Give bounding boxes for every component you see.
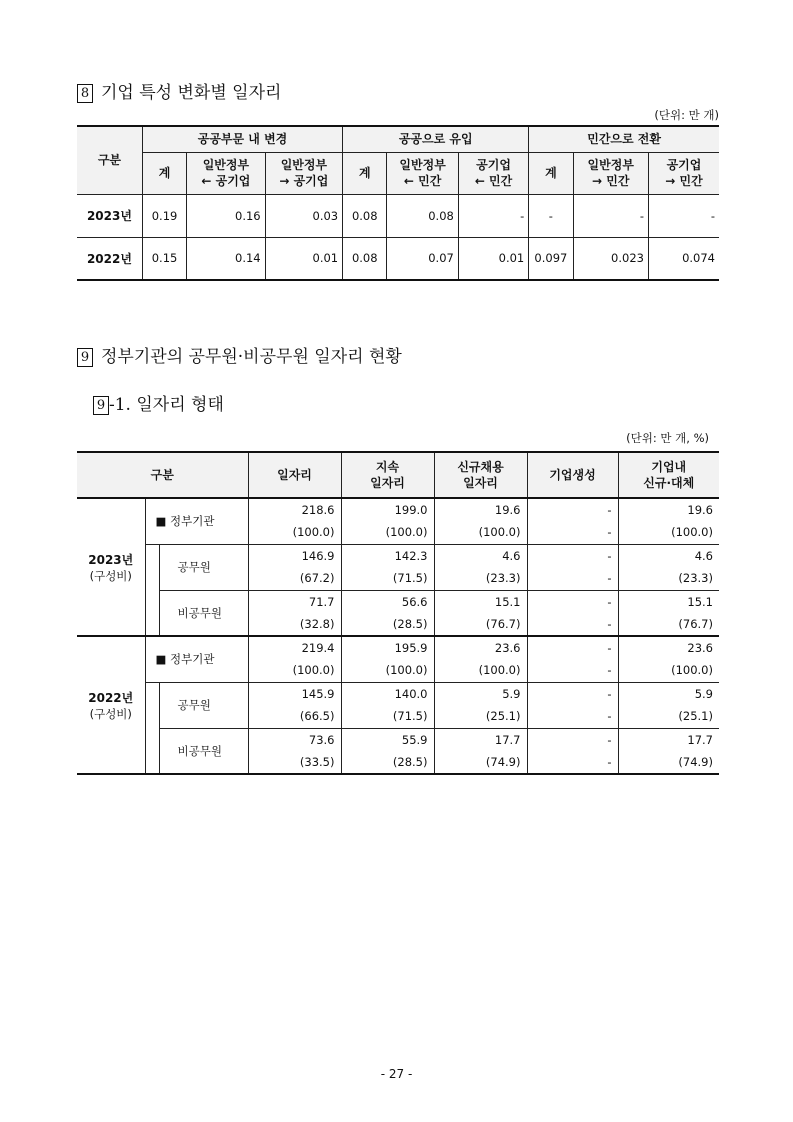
section9-number: 9	[77, 348, 93, 367]
table-row-2022	[77, 237, 719, 280]
cell: 19.6	[434, 498, 527, 521]
cell: 23.6	[434, 636, 527, 659]
cell: 71.7	[248, 590, 341, 613]
table-row	[77, 682, 719, 705]
cell: (100.0)	[341, 659, 434, 682]
cell: 145.9	[248, 682, 341, 705]
cell: (100.0)	[434, 521, 527, 544]
header-gov-from-enterprise: 일반정부 ← 공기업	[187, 152, 265, 194]
section9-1-number: 9	[93, 396, 109, 415]
cell: 218.6	[248, 498, 341, 521]
cell: (76.7)	[618, 613, 719, 636]
cell: 17.7	[618, 728, 719, 751]
job-type-table	[77, 451, 719, 775]
cell: -	[527, 498, 618, 521]
row-label-civil-servant: 공무원	[159, 682, 248, 728]
section8-unit: (단위: 만 개)	[654, 108, 719, 122]
cell: (66.5)	[248, 705, 341, 728]
header-gubun: 구분	[77, 126, 142, 194]
cell: 0.023	[573, 237, 648, 280]
cell: 0.07	[387, 237, 458, 280]
cell: -	[458, 194, 528, 237]
cell: (25.1)	[434, 705, 527, 728]
cell: -	[527, 567, 618, 590]
cell: -	[573, 194, 648, 237]
cell: -	[527, 590, 618, 613]
cell: (25.1)	[618, 705, 719, 728]
section9-1-title: -1. 일자리 형태	[109, 395, 224, 415]
cell: 0.16	[187, 194, 265, 237]
cell: -	[527, 728, 618, 751]
header-enterprise-from-private: 공기업 ← 민간	[458, 152, 528, 194]
cell: (100.0)	[618, 521, 719, 544]
cell: 73.6	[248, 728, 341, 751]
cell: 0.097	[529, 237, 573, 280]
cell: 5.9	[434, 682, 527, 705]
header-new-hire-jobs: 신규채용 일자리	[434, 452, 527, 498]
cell: 199.0	[341, 498, 434, 521]
indent-spacer	[145, 682, 159, 774]
cell: 55.9	[341, 728, 434, 751]
header-gov-to-enterprise: 일반정부 → 공기업	[265, 152, 343, 194]
cell: (100.0)	[341, 521, 434, 544]
cell: (28.5)	[341, 613, 434, 636]
header-enterprise-creation: 기업생성	[527, 452, 618, 498]
cell: 0.19	[142, 194, 186, 237]
section9-1-heading	[93, 390, 224, 415]
cell: -	[529, 194, 573, 237]
row-label-civil-servant: 공무원	[159, 544, 248, 590]
row-label-non-civil-servant: 비공무원	[159, 728, 248, 774]
cell: (100.0)	[248, 521, 341, 544]
cell: -	[648, 194, 719, 237]
cell: 19.6	[618, 498, 719, 521]
cell: 146.9	[248, 544, 341, 567]
table-row	[77, 728, 719, 751]
header-into-public: 공공으로 유입	[343, 126, 529, 152]
cell: 17.7	[434, 728, 527, 751]
cell: 5.9	[618, 682, 719, 705]
row-year: 2023년	[77, 194, 142, 237]
cell: 195.9	[341, 636, 434, 659]
cell: (28.5)	[341, 751, 434, 774]
cell: 0.08	[387, 194, 458, 237]
cell: 0.03	[265, 194, 343, 237]
section9-title: 정부기관의 공무원·비공무원 일자리 현황	[101, 347, 402, 367]
table-row	[77, 636, 719, 659]
page-number: - 27 -	[380, 1067, 413, 1081]
cell: -	[527, 544, 618, 567]
cell: 0.01	[458, 237, 528, 280]
header-continuing-jobs: 지속 일자리	[341, 452, 434, 498]
cell: 0.01	[265, 237, 343, 280]
row-label-gov-agency: ■ 정부기관	[145, 498, 248, 544]
cell: -	[527, 705, 618, 728]
cell: -	[527, 613, 618, 636]
cell: 0.074	[648, 237, 719, 280]
cell: (23.3)	[434, 567, 527, 590]
header-total-2: 계	[343, 152, 387, 194]
cell: -	[527, 751, 618, 774]
cell: 0.14	[187, 237, 265, 280]
header-gov-from-private: 일반정부 ← 민간	[387, 152, 458, 194]
cell: (100.0)	[248, 659, 341, 682]
cell: 140.0	[341, 682, 434, 705]
header-enterprise-to-private: 공기업 → 민간	[648, 152, 719, 194]
header-gubun: 구분	[77, 452, 248, 498]
cell: 4.6	[434, 544, 527, 567]
cell: (23.3)	[618, 567, 719, 590]
header-total-3: 계	[529, 152, 573, 194]
cell: 56.6	[341, 590, 434, 613]
header-total-1: 계	[142, 152, 186, 194]
indent-spacer	[145, 544, 159, 636]
header-jobs: 일자리	[248, 452, 341, 498]
cell: (100.0)	[618, 659, 719, 682]
row-label-gov-agency: ■ 정부기관	[145, 636, 248, 682]
cell: -	[527, 636, 618, 659]
row-label-non-civil-servant: 비공무원	[159, 590, 248, 636]
cell: -	[527, 659, 618, 682]
table-row	[77, 544, 719, 567]
header-gov-to-private: 일반정부 → 민간	[573, 152, 648, 194]
cell: 219.4	[248, 636, 341, 659]
cell: 4.6	[618, 544, 719, 567]
table-row-2023	[77, 194, 719, 237]
cell: (74.9)	[434, 751, 527, 774]
cell: 0.15	[142, 237, 186, 280]
enterprise-change-table	[77, 125, 719, 281]
cell: 142.3	[341, 544, 434, 567]
cell: (76.7)	[434, 613, 527, 636]
cell: 23.6	[618, 636, 719, 659]
row-year: 2022년	[77, 237, 142, 280]
cell: 0.08	[343, 237, 387, 280]
cell: (71.5)	[341, 705, 434, 728]
section9-unit: (단위: 만 개, %)	[626, 431, 709, 445]
cell: 15.1	[434, 590, 527, 613]
header-to-private: 민간으로 전환	[529, 126, 719, 152]
cell: -	[527, 682, 618, 705]
section8-title: 기업 특성 변화별 일자리	[101, 83, 282, 103]
year-cell-2023: 2023년 (구성비)	[77, 498, 145, 636]
section8-heading	[77, 78, 281, 103]
cell: -	[527, 521, 618, 544]
header-within-public: 공공부문 내 변경	[142, 126, 342, 152]
section9-heading	[77, 342, 402, 367]
cell: (33.5)	[248, 751, 341, 774]
cell: (100.0)	[434, 659, 527, 682]
cell: (67.2)	[248, 567, 341, 590]
table-row	[77, 590, 719, 613]
cell: 15.1	[618, 590, 719, 613]
cell: (74.9)	[618, 751, 719, 774]
section8-number: 8	[77, 84, 93, 103]
cell: (71.5)	[341, 567, 434, 590]
cell: (32.8)	[248, 613, 341, 636]
cell: 0.08	[343, 194, 387, 237]
table-row	[77, 498, 719, 521]
header-internal-new-replacement: 기업내 신규·대체	[618, 452, 719, 498]
year-cell-2022: 2022년 (구성비)	[77, 636, 145, 774]
